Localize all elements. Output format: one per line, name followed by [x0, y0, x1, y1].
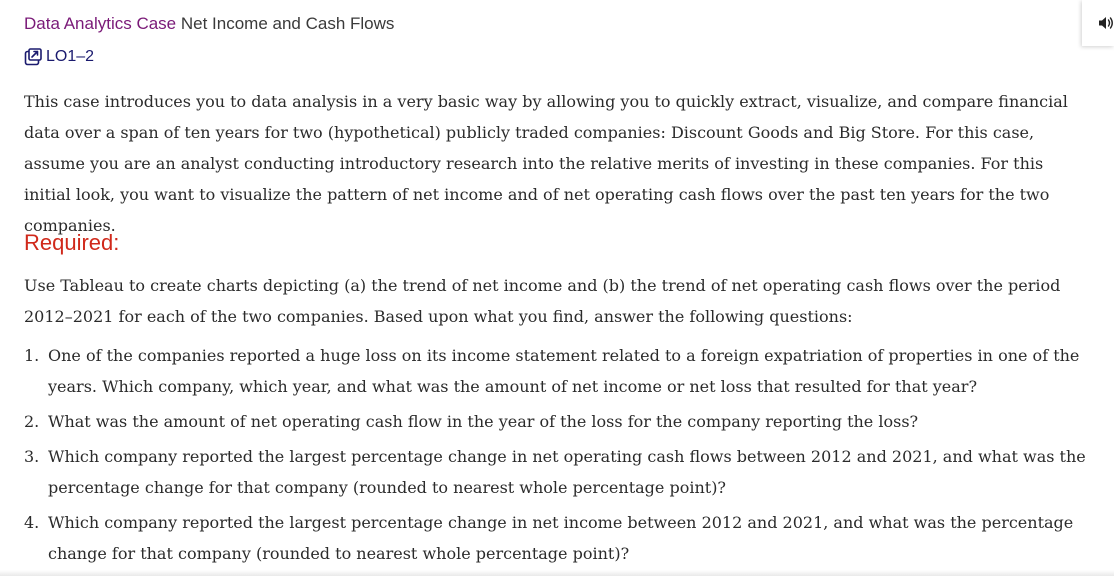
question-text: Which company reported the largest percentage change in net income between 2012 and 2021, and what was the percentage change for that company (rounded to nearest whole percentage point)?	[48, 513, 1074, 563]
question-item	[24, 507, 1094, 569]
question-text: One of the companies reported a huge loss on its income statement related to a foreign expatriation of properties in one of the years. Which company, which year, and what was the amount of net income or net loss that resulted for that year?	[48, 346, 1080, 396]
question-item	[24, 340, 1094, 402]
required-instructions: Use Tableau to create charts depicting (a) the trend of net income and (b) the trend of net operating cash flows over the period 2012–2021 for each of the two companies. Based upon what you find, answer the following questions:	[24, 276, 1061, 326]
learning-objective-link[interactable]	[24, 48, 94, 66]
speaker-icon	[1098, 15, 1114, 31]
question-number: 4.	[24, 513, 40, 532]
intro-paragraph: This case introduces you to data analysis in a very basic way by allowing you to quickly extract, visualize, and compare financial data over a span of ten years for two (hypothetical) publicly traded companies: Discount Goods and Big Store. For this case, assume you are an analyst conducting introductory research into the relative merits of investing in these companies. For this initial look, you want to visualize the pattern of net income and of net operating cash flows over the past ten years for the two companies.	[24, 92, 1068, 235]
question-number: 2.	[24, 412, 40, 431]
question-text: What was the amount of net operating cash flow in the year of the loss for the company reporting the loss?	[48, 412, 919, 431]
question-number: 1.	[24, 346, 40, 365]
audio-button[interactable]	[1082, 0, 1114, 46]
external-link-icon	[24, 48, 42, 66]
question-text: Which company reported the largest percentage change in net operating cash flows between 2012 and 2021, and what was the percentage change for that company (rounded to nearest whole percentage point)?	[48, 447, 1086, 497]
question-list	[24, 340, 1094, 573]
case-title: Net Income and Cash Flows	[180, 14, 395, 33]
question-number: 3.	[24, 447, 40, 466]
case-header	[24, 12, 394, 36]
question-item	[24, 406, 1094, 437]
learning-objective-label: LO1–2	[46, 48, 95, 65]
question-item	[24, 441, 1094, 503]
case-kind-label: Data Analytics Case	[24, 14, 177, 33]
required-heading: Required:	[24, 230, 120, 255]
bottom-divider	[0, 570, 1114, 576]
